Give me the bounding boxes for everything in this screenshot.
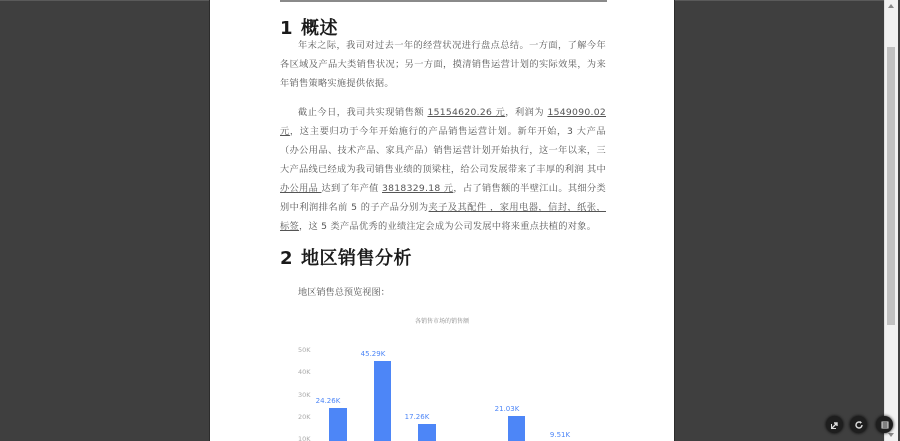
export-icon (830, 420, 840, 430)
y-tick: 30K (298, 391, 311, 399)
text: 截止今日，我司共实现销售额 (298, 107, 428, 118)
text: ，这主要归功于今年开始施行的产品销售运营计划。新年开始，3 大产品（办公用品、技术产品、家具产品）销售运营计划开始执行，这一年以来，三大产品线已经成为我司销售业绩的顶梁柱，给公司发展带来了丰厚的利润 其中 (280, 126, 606, 175)
overview-paragraph-1: 年末之际，我司对过去一年的经营状况进行盘点总结。一方面，了解今年各区域及产品大类销售状况；另一方面，摸清销售运营计划的实际效果，为来年销售策略实施提供依据。 (280, 40, 606, 89)
top-category: 办公用品 (280, 183, 322, 194)
sales-value: 15154620.26 元 (427, 107, 506, 118)
chart-title: 各销售市场的销售额 (414, 318, 469, 325)
bar-label: 24.26K (315, 397, 341, 405)
document-page (210, 0, 674, 441)
bar (374, 361, 391, 441)
bar-label: 9.51K (549, 431, 571, 439)
regional-lead-text: 地区销售总预览视图： (298, 287, 390, 298)
scroll-down-arrow-icon[interactable] (888, 433, 894, 437)
y-tick: 50K (298, 346, 311, 354)
menu-list-icon (880, 420, 890, 430)
text: ，占了销售额的半壁江山。其细分类别中利润排名前 5 的子产品分别为 (280, 183, 606, 213)
section-number: 1 (280, 18, 294, 39)
profit-value: 1549090.02 元 (280, 107, 606, 137)
bar (418, 424, 436, 441)
refresh-icon (854, 420, 864, 430)
text: ，利润为 (505, 107, 548, 118)
section-title: 地区销售分析 (301, 248, 413, 269)
text: 达到了年产值 (321, 183, 382, 194)
section-number: 2 (280, 248, 294, 269)
overview-paragraph-2 (280, 103, 606, 236)
text: ，这 5 类产品优秀的业绩注定会成为公司发展中将来重点扶植的对象。 (298, 221, 597, 232)
vertical-scrollbar[interactable] (884, 0, 898, 441)
menu-button[interactable] (876, 416, 893, 433)
page-divider (280, 0, 607, 2)
bar (329, 408, 347, 441)
section-title: 概述 (301, 18, 339, 39)
scroll-thumb[interactable] (887, 47, 895, 325)
section-heading-regional (280, 244, 412, 270)
bar-label: 45.29K (360, 350, 386, 358)
bar (508, 416, 525, 441)
export-button[interactable] (826, 416, 843, 433)
y-tick: 40K (298, 368, 311, 376)
scroll-up-arrow-icon[interactable] (888, 4, 894, 8)
top5-products: 夹子及其配件 ，家用电器，信封，纸张，标签 (280, 202, 606, 232)
refresh-button[interactable] (850, 416, 867, 433)
y-tick: 10K (298, 435, 311, 441)
y-tick: 20K (298, 413, 311, 421)
bar-label: 17.26K (404, 413, 430, 421)
category-value: 3818329.18 元 (382, 183, 454, 194)
bar-label: 21.03K (494, 405, 520, 413)
